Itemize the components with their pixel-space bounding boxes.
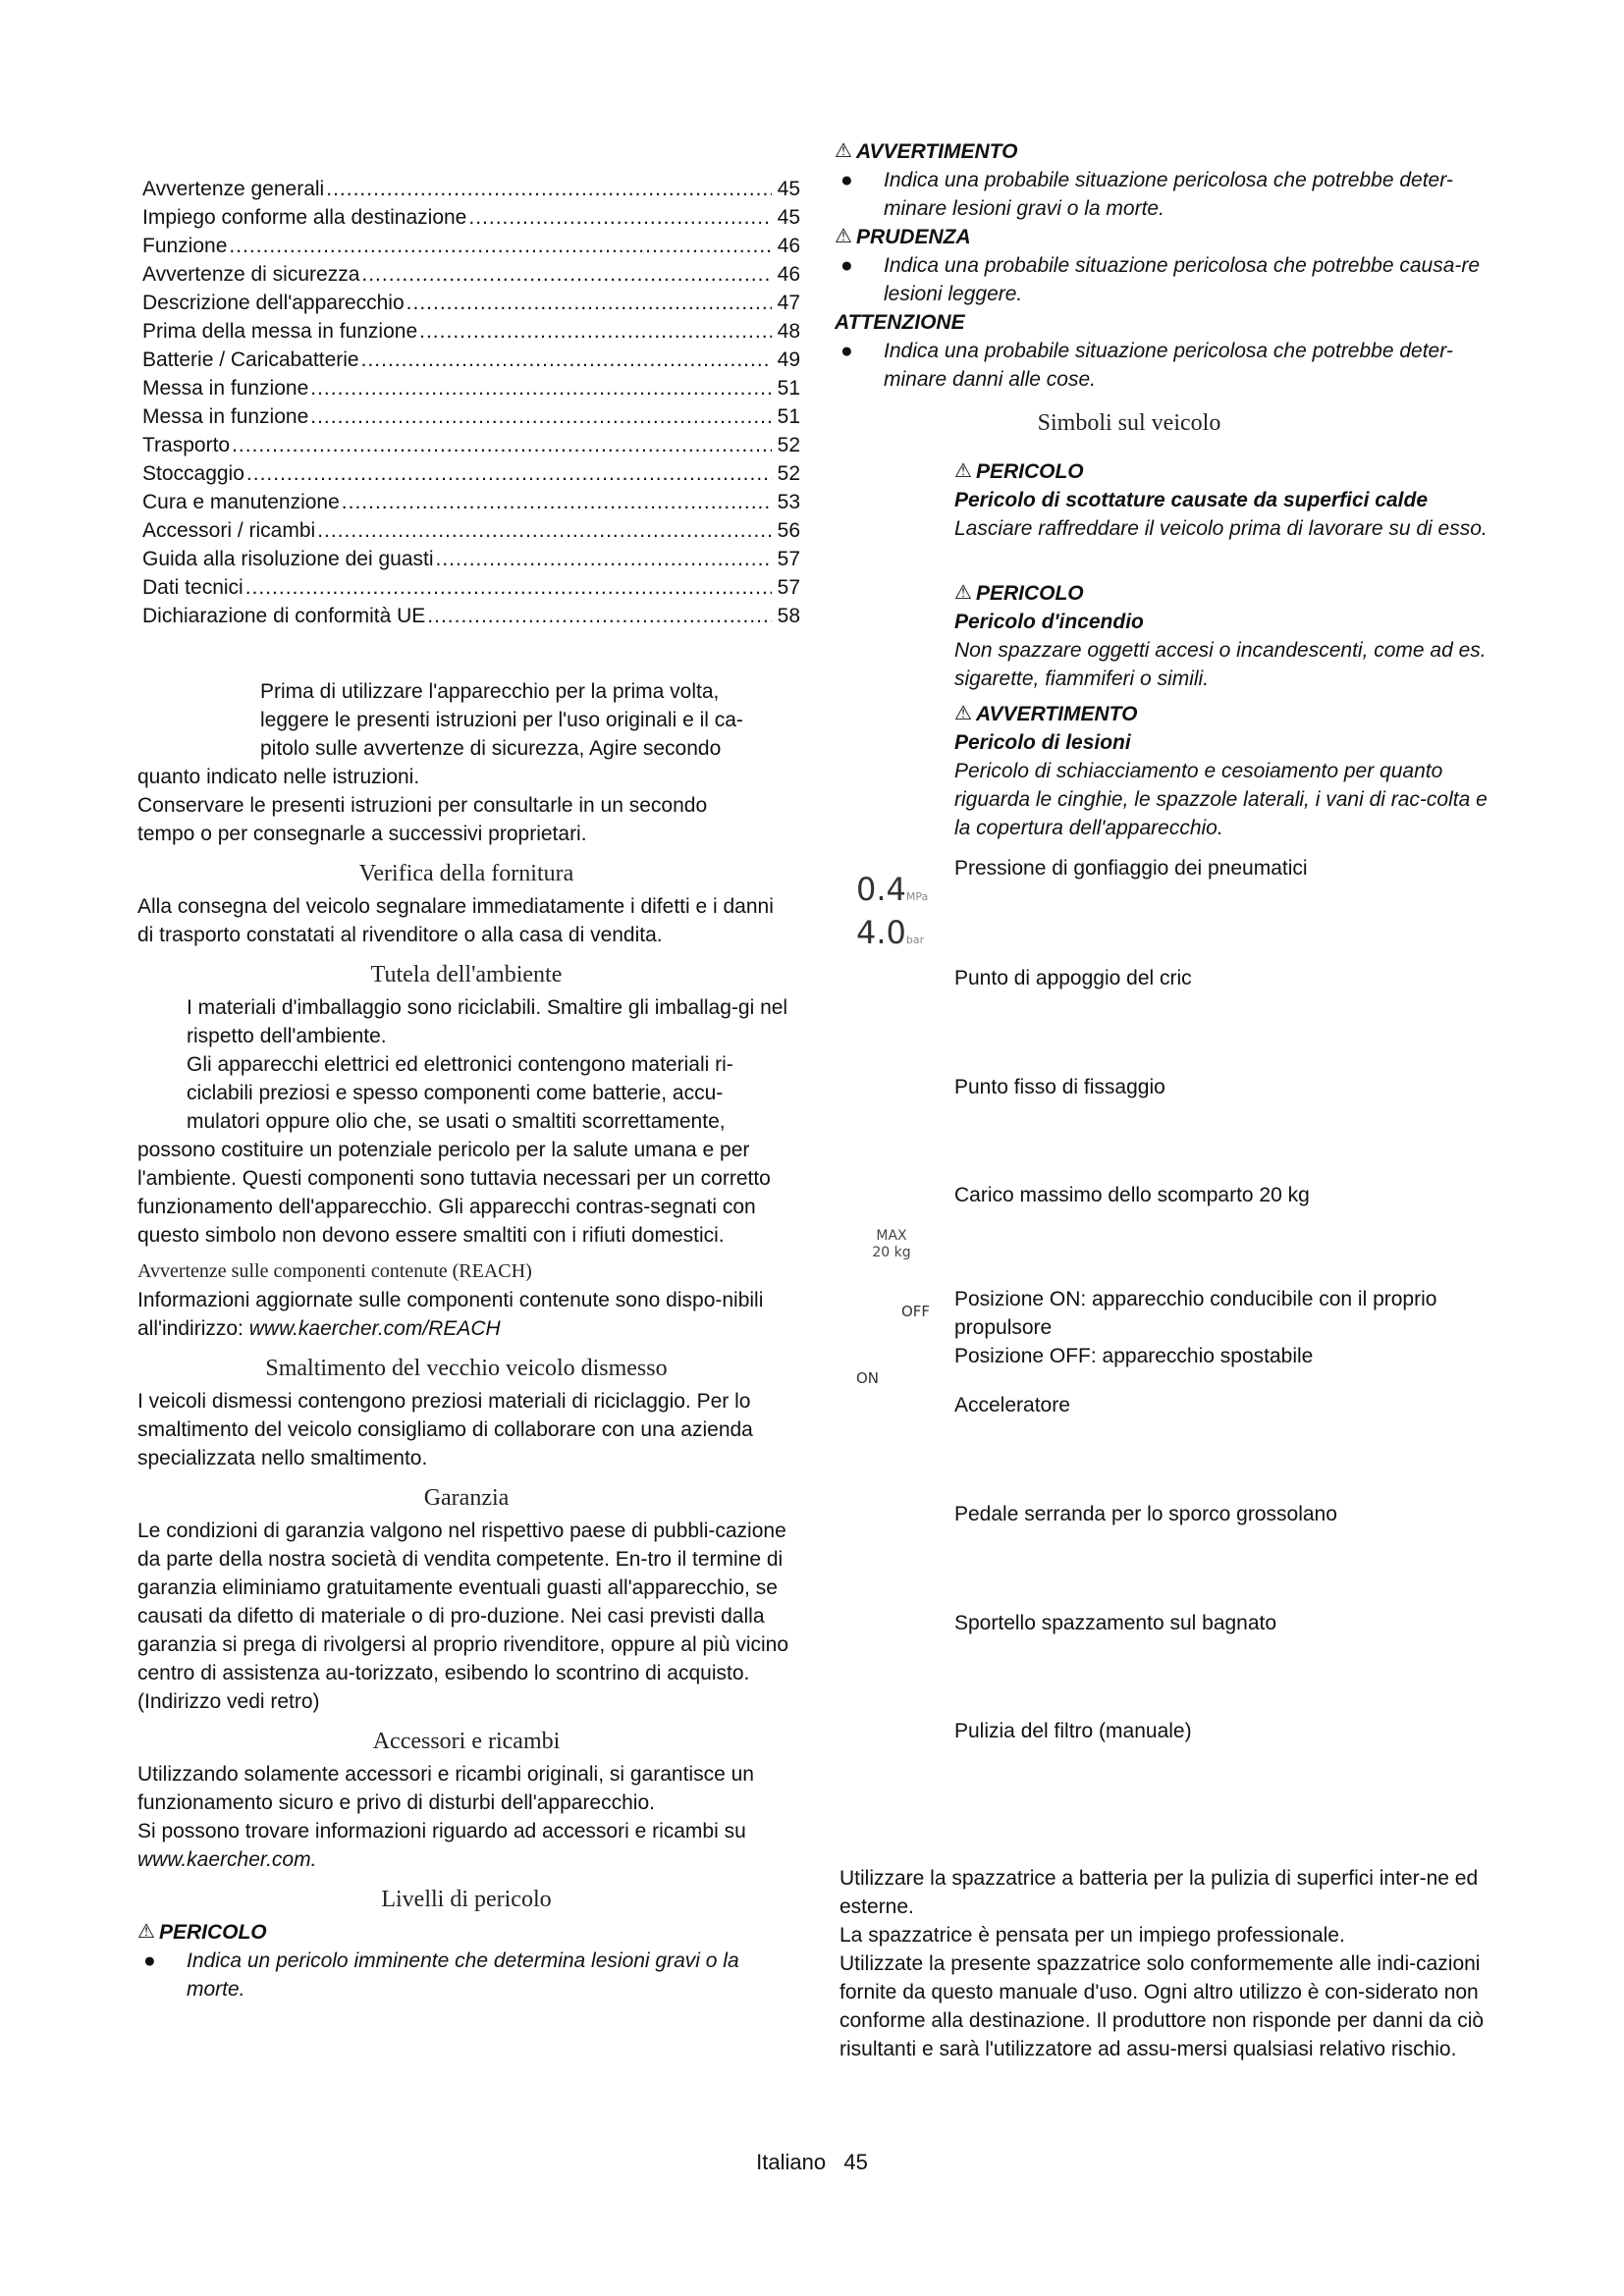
tire-pressure-text: Pressione di gonfiaggio dei pneumatici: [954, 857, 1308, 880]
toc-leader-dots: [326, 175, 771, 203]
toc-entry[interactable]: [142, 402, 800, 431]
pericolo-text: Indica un pericolo imminente che determina lesioni gravi o la morte.: [187, 1949, 739, 2001]
attenzione-label: [835, 308, 1512, 337]
toc-entry[interactable]: [142, 573, 800, 602]
smaltimento-heading: Smaltimento del vecchio veicolo dismesso: [265, 1356, 668, 1381]
kg-icon-label: 20 kg: [872, 1245, 911, 1260]
livelli-heading: Livelli di pericolo: [381, 1887, 552, 1912]
right-column-hazards: [835, 137, 1512, 394]
toc-entry[interactable]: [142, 232, 800, 260]
toc-entry-title: Stoccaggio: [142, 462, 244, 485]
w3-text: Pericolo di schiacciamento e cesoiamento per quanto riguarda le cinghie, le spazzole laterali, i vani di rac-colta e la copertura dell'apparecchio.: [954, 760, 1488, 839]
w3-label: [954, 700, 1504, 728]
tire-mpa-unit: MPa: [905, 890, 929, 903]
toc-entry[interactable]: [142, 175, 800, 203]
toc-entry[interactable]: [142, 289, 800, 317]
impiego-p2: La spazzatrice è pensata per un impiego professionale.: [839, 1924, 1345, 1947]
bullet-icon: ●: [840, 254, 853, 277]
toc-entry[interactable]: [142, 516, 800, 545]
w2-label-text: PERICOLO: [975, 582, 1084, 605]
toc-entry-title: Avvertenze generali: [142, 178, 325, 200]
page-footer: [0, 2150, 1624, 2175]
toc-leader-dots: [361, 346, 772, 374]
prudenza-label: [835, 223, 1512, 251]
symbol-jack: [954, 964, 1504, 992]
table-of-contents: [142, 175, 800, 630]
toc-entry-page: 46: [777, 263, 800, 286]
toc-entry[interactable]: [142, 545, 800, 573]
toc-entry-page: 57: [777, 548, 800, 570]
toc-leader-dots: [427, 602, 771, 630]
intro-line: Prima di utilizzare l'apparecchio per la prima volta,: [260, 680, 720, 703]
pericolo-label-text: PERICOLO: [158, 1921, 267, 1944]
footer-page-number: 45: [843, 2150, 868, 2174]
toc-entry-page: 58: [777, 605, 800, 627]
toc-entry[interactable]: [142, 346, 800, 374]
reach-heading: Avvertenze sulle componenti contenute (REACH): [137, 1260, 532, 1282]
wet-text: Sportello spazzamento sul bagnato: [954, 1612, 1277, 1634]
warning-triangle-icon: ⚠: [137, 1921, 155, 1943]
warning-triangle-icon: ⚠: [954, 582, 972, 604]
toc-entry[interactable]: [142, 203, 800, 232]
intro-line: leggere le presenti istruzioni per l'uso originali e il ca-: [260, 709, 743, 731]
ambiente-p2: Gli apparecchi elettrici ed elettronici contengono materiali ri-ciclabili preziosi e spesso componenti come batterie, accu-mulatori oppure olio che, se usati o smaltiti scorrettamente,: [187, 1053, 733, 1133]
ambiente-p3: possono costituire un potenziale pericolo per la salute umana e per l'ambiente. Questi componenti sono tuttavia necessari per un corretto funzionamento dell'apparecchio. Gli apparecchi contras-segnati con questo simbolo non devono essere smaltiti con i rifiuti domestici.: [137, 1139, 771, 1247]
toc-entry-title: Guida alla risoluzione dei guasti: [142, 548, 434, 570]
w1-label: [954, 457, 1504, 486]
warning-triangle-icon: ⚠: [835, 226, 852, 247]
prudenza-text: Indica una probabile situazione pericolosa che potrebbe causa-re lesioni leggere.: [884, 254, 1481, 305]
filter-text: Pulizia del filtro (manuale): [954, 1720, 1192, 1742]
symbol-fire: [954, 579, 1504, 693]
symbol-maxload: [954, 1181, 1504, 1209]
bullet-icon: ●: [840, 169, 853, 191]
toc-entry-page: 52: [777, 434, 800, 456]
fornitura-heading: Verifica della fornitura: [358, 861, 574, 886]
toc-leader-dots: [406, 289, 772, 317]
toc-entry-title: Descrizione dell'apparecchio: [142, 292, 405, 314]
toc-entry-page: 47: [777, 292, 800, 314]
off-pos-text: Posizione OFF: apparecchio spostabile: [954, 1345, 1314, 1367]
warning-triangle-icon: ⚠: [954, 703, 972, 724]
impiego-section: [839, 1864, 1507, 2063]
toc-entry-page: 49: [777, 348, 800, 371]
fornitura-text: Alla consegna del veicolo segnalare immediatamente i difetti e i danni di trasporto constatati al rivenditore o alla casa di vendita.: [137, 895, 774, 946]
toc-entry-title: Dichiarazione di conformità UE: [142, 605, 426, 627]
intro-line: pitolo sulle avvertenze di sicurezza, Agire secondo: [260, 737, 722, 760]
accessori-p2-body: Si possono trovare informazioni riguardo ad accessori e ricambi su: [137, 1820, 746, 1842]
accessori-link[interactable]: www.kaercher.com.: [137, 1848, 317, 1871]
toc-entry-page: 57: [777, 576, 800, 599]
toc-leader-dots: [419, 317, 772, 346]
toc-entry[interactable]: [142, 374, 800, 402]
toc-leader-dots: [468, 203, 771, 232]
maxload-text: Carico massimo dello scomparto 20 kg: [954, 1184, 1310, 1206]
avvertimento-text: Indica una probabile situazione pericolosa che potrebbe deter-minare lesioni gravi o la morte.: [884, 169, 1453, 220]
toc-entry[interactable]: [142, 260, 800, 289]
symbol-tire-pressure: [954, 854, 1504, 882]
prudenza-bullet: [835, 251, 1512, 308]
toc-entry-title: Dati tecnici: [142, 576, 244, 599]
pericolo-label: [137, 1918, 795, 1947]
garanzia-note: (Indirizzo vedi retro): [137, 1690, 320, 1713]
symbol-injury: [954, 700, 1504, 842]
toc-entry[interactable]: [142, 431, 800, 459]
intro: [137, 677, 795, 848]
toc-entry-title: Trasporto: [142, 434, 231, 456]
attenzione-text: Indica una probabile situazione pericolosa che potrebbe deter-minare danni alle cose.: [884, 340, 1453, 391]
symbol-hot-surface: [954, 457, 1504, 543]
left-column: [137, 677, 795, 2003]
toc-leader-dots: [310, 374, 771, 402]
symbol-on-off: [954, 1285, 1504, 1370]
symbol-wet: [954, 1609, 1504, 1637]
tiedown-text: Punto fisso di fissaggio: [954, 1076, 1165, 1098]
on-label-icon: ON: [856, 1369, 880, 1387]
warning-triangle-icon: ⚠: [954, 460, 972, 482]
symbol-filter: [954, 1717, 1504, 1745]
toc-entry-page: 45: [777, 206, 800, 229]
toc-list: [142, 175, 800, 630]
avvertimento-bullet: [835, 166, 1512, 223]
off-label-icon: OFF: [901, 1303, 931, 1320]
toc-entry-page: 51: [777, 405, 800, 428]
w3-title: Pericolo di lesioni: [954, 731, 1131, 754]
attenzione-bullet: [835, 337, 1512, 394]
symbol-tiedown: [954, 1073, 1504, 1101]
w1-title: Pericolo di scottature causate da superfici calde: [954, 489, 1429, 511]
impiego-p3: Utilizzate la presente spazzatrice solo conformemente alle indi-cazioni fornite da questo manuale d'uso. Ogni altro utilizzo è con-siderato non conforme alla destinazione. Il produttore non risponde per danni da ciò risultanti e sarà l'utilizzatore ad assu-mersi qualsiasi relativo rischio.: [839, 1952, 1485, 2060]
max-icon-label: MAX: [876, 1228, 907, 1244]
intro-line: tempo o per consegnarle a successivi proprietari.: [137, 823, 587, 845]
avvertimento-label: [835, 137, 1512, 166]
toc-entry[interactable]: [142, 602, 800, 630]
simboli-heading: Simboli sul veicolo: [1037, 410, 1221, 436]
w2-text: Non spazzare oggetti accesi o incandescenti, come ad es. sigarette, fiammiferi o simili.: [954, 639, 1487, 690]
attenzione-label-text: ATTENZIONE: [835, 311, 965, 334]
toc-leader-dots: [361, 260, 771, 289]
toc-entry[interactable]: [142, 459, 800, 488]
reach-link[interactable]: www.kaercher.com/REACH: [248, 1317, 501, 1340]
toc-leader-dots: [342, 488, 772, 516]
tire-mpa-value: 0.4: [856, 871, 906, 908]
garanzia-text: Le condizioni di garanzia valgono nel rispettivo paese di pubbli-cazione da parte della nostra società di vendita competente. En-tro il termine di garanzia eliminiamo gratuitamente eventuali guasti all'apparecchio, se causati da difetto di materiale o di pro-duzione. Nei casi previsti dalla garanzia si prega di rivolgersi al proprio rivenditore, oppure al più vicino centro di assistenza au-torizzato, esibendo lo scontrino di acquisto.: [137, 1520, 789, 1684]
toc-entry-title: Batterie / Caricabatterie: [142, 348, 359, 371]
ambiente-p1: I materiali d'imballaggio sono riciclabili. Smaltire gli imballag-gi nel rispetto dell'ambiente.: [187, 996, 788, 1047]
prudenza-label-text: PRUDENZA: [855, 226, 971, 248]
toc-entry-page: 48: [777, 320, 800, 343]
w3-label-text: AVVERTIMENTO: [975, 703, 1138, 725]
bullet-icon: ●: [143, 1949, 156, 1972]
symbol-accelerator: [954, 1391, 1504, 1419]
toc-entry-page: 56: [777, 519, 800, 542]
toc-leader-dots: [436, 545, 772, 573]
toc-leader-dots: [232, 431, 772, 459]
toc-leader-dots: [229, 232, 771, 260]
w2-title: Pericolo d'incendio: [954, 611, 1144, 633]
toc-entry-title: Accessori / ricambi: [142, 519, 316, 542]
tire-bar-unit: bar: [905, 934, 925, 946]
reach-text-body: Informazioni aggiornate sulle componenti contenute sono dispo-nibili all'indirizzo:: [137, 1289, 764, 1340]
smaltimento-text: I veicoli dismessi contengono preziosi materiali di riciclaggio. Per lo smaltimento del veicolo consigliamo di collaborare con una azienda specializzata nello smaltimento.: [137, 1390, 753, 1469]
w1-text: Lasciare raffreddare il veicolo prima di lavorare su di esso.: [954, 517, 1488, 540]
toc-entry-page: 45: [777, 178, 800, 200]
accessori-p2: [137, 1817, 795, 1874]
toc-leader-dots: [317, 516, 771, 545]
jack-text: Punto di appoggio del cric: [954, 967, 1192, 989]
bullet-icon: ●: [840, 340, 853, 362]
flap-text: Pedale serranda per lo sporco grossolano: [954, 1503, 1337, 1525]
toc-entry[interactable]: [142, 317, 800, 346]
w1-label-text: PERICOLO: [975, 460, 1084, 483]
tire-bar-value: 4.0: [856, 914, 906, 951]
toc-entry[interactable]: [142, 488, 800, 516]
warning-triangle-icon: ⚠: [835, 140, 852, 162]
on-pos-text: Posizione ON: apparecchio conducibile con il proprio propulsore: [954, 1288, 1437, 1339]
reach-text: [137, 1286, 795, 1343]
impiego-p1: Utilizzare la spazzatrice a batteria per la pulizia di superfici inter-ne ed esterne.: [839, 1867, 1479, 1918]
toc-entry-page: 52: [777, 462, 800, 485]
toc-entry-page: 51: [777, 377, 800, 400]
garanzia-heading: Garanzia: [423, 1485, 510, 1511]
footer-language: Italiano: [756, 2150, 827, 2174]
intro-line: quanto indicato nelle istruzioni.: [137, 766, 420, 788]
accessori-p1: Utilizzando solamente accessori e ricambi originali, si garantisce un funzionamento sicuro e privo di disturbi dell'apparecchio.: [137, 1763, 754, 1814]
toc-leader-dots: [310, 402, 771, 431]
symbol-flap: [954, 1500, 1504, 1528]
ambiente-heading: Tutela dell'ambiente: [370, 962, 563, 988]
intro-line: Conservare le presenti istruzioni per consultarle in un secondo: [137, 794, 708, 817]
avvertimento-label-text: AVVERTIMENTO: [855, 140, 1018, 163]
toc-leader-dots: [246, 459, 772, 488]
toc-entry-title: Impiego conforme alla destinazione: [142, 206, 467, 229]
toc-entry-title: Cura e manutenzione: [142, 491, 340, 513]
toc-entry-title: Prima della messa in funzione: [142, 320, 418, 343]
max-load-icon: [872, 1228, 911, 1261]
accessori-heading: Accessori e ricambi: [372, 1729, 561, 1754]
accel-text: Acceleratore: [954, 1394, 1070, 1416]
pericolo-bullet: [137, 1947, 795, 2003]
toc-leader-dots: [245, 573, 772, 602]
toc-entry-title: Avvertenze di sicurezza: [142, 263, 360, 286]
toc-entry-page: 53: [777, 491, 800, 513]
w2-label: [954, 579, 1504, 608]
toc-entry-title: Messa in funzione: [142, 377, 309, 400]
tire-pressure-icon: [856, 872, 928, 958]
toc-entry-title: Funzione: [142, 235, 228, 257]
toc-entry-page: 46: [777, 235, 800, 257]
toc-entry-title: Messa in funzione: [142, 405, 309, 428]
